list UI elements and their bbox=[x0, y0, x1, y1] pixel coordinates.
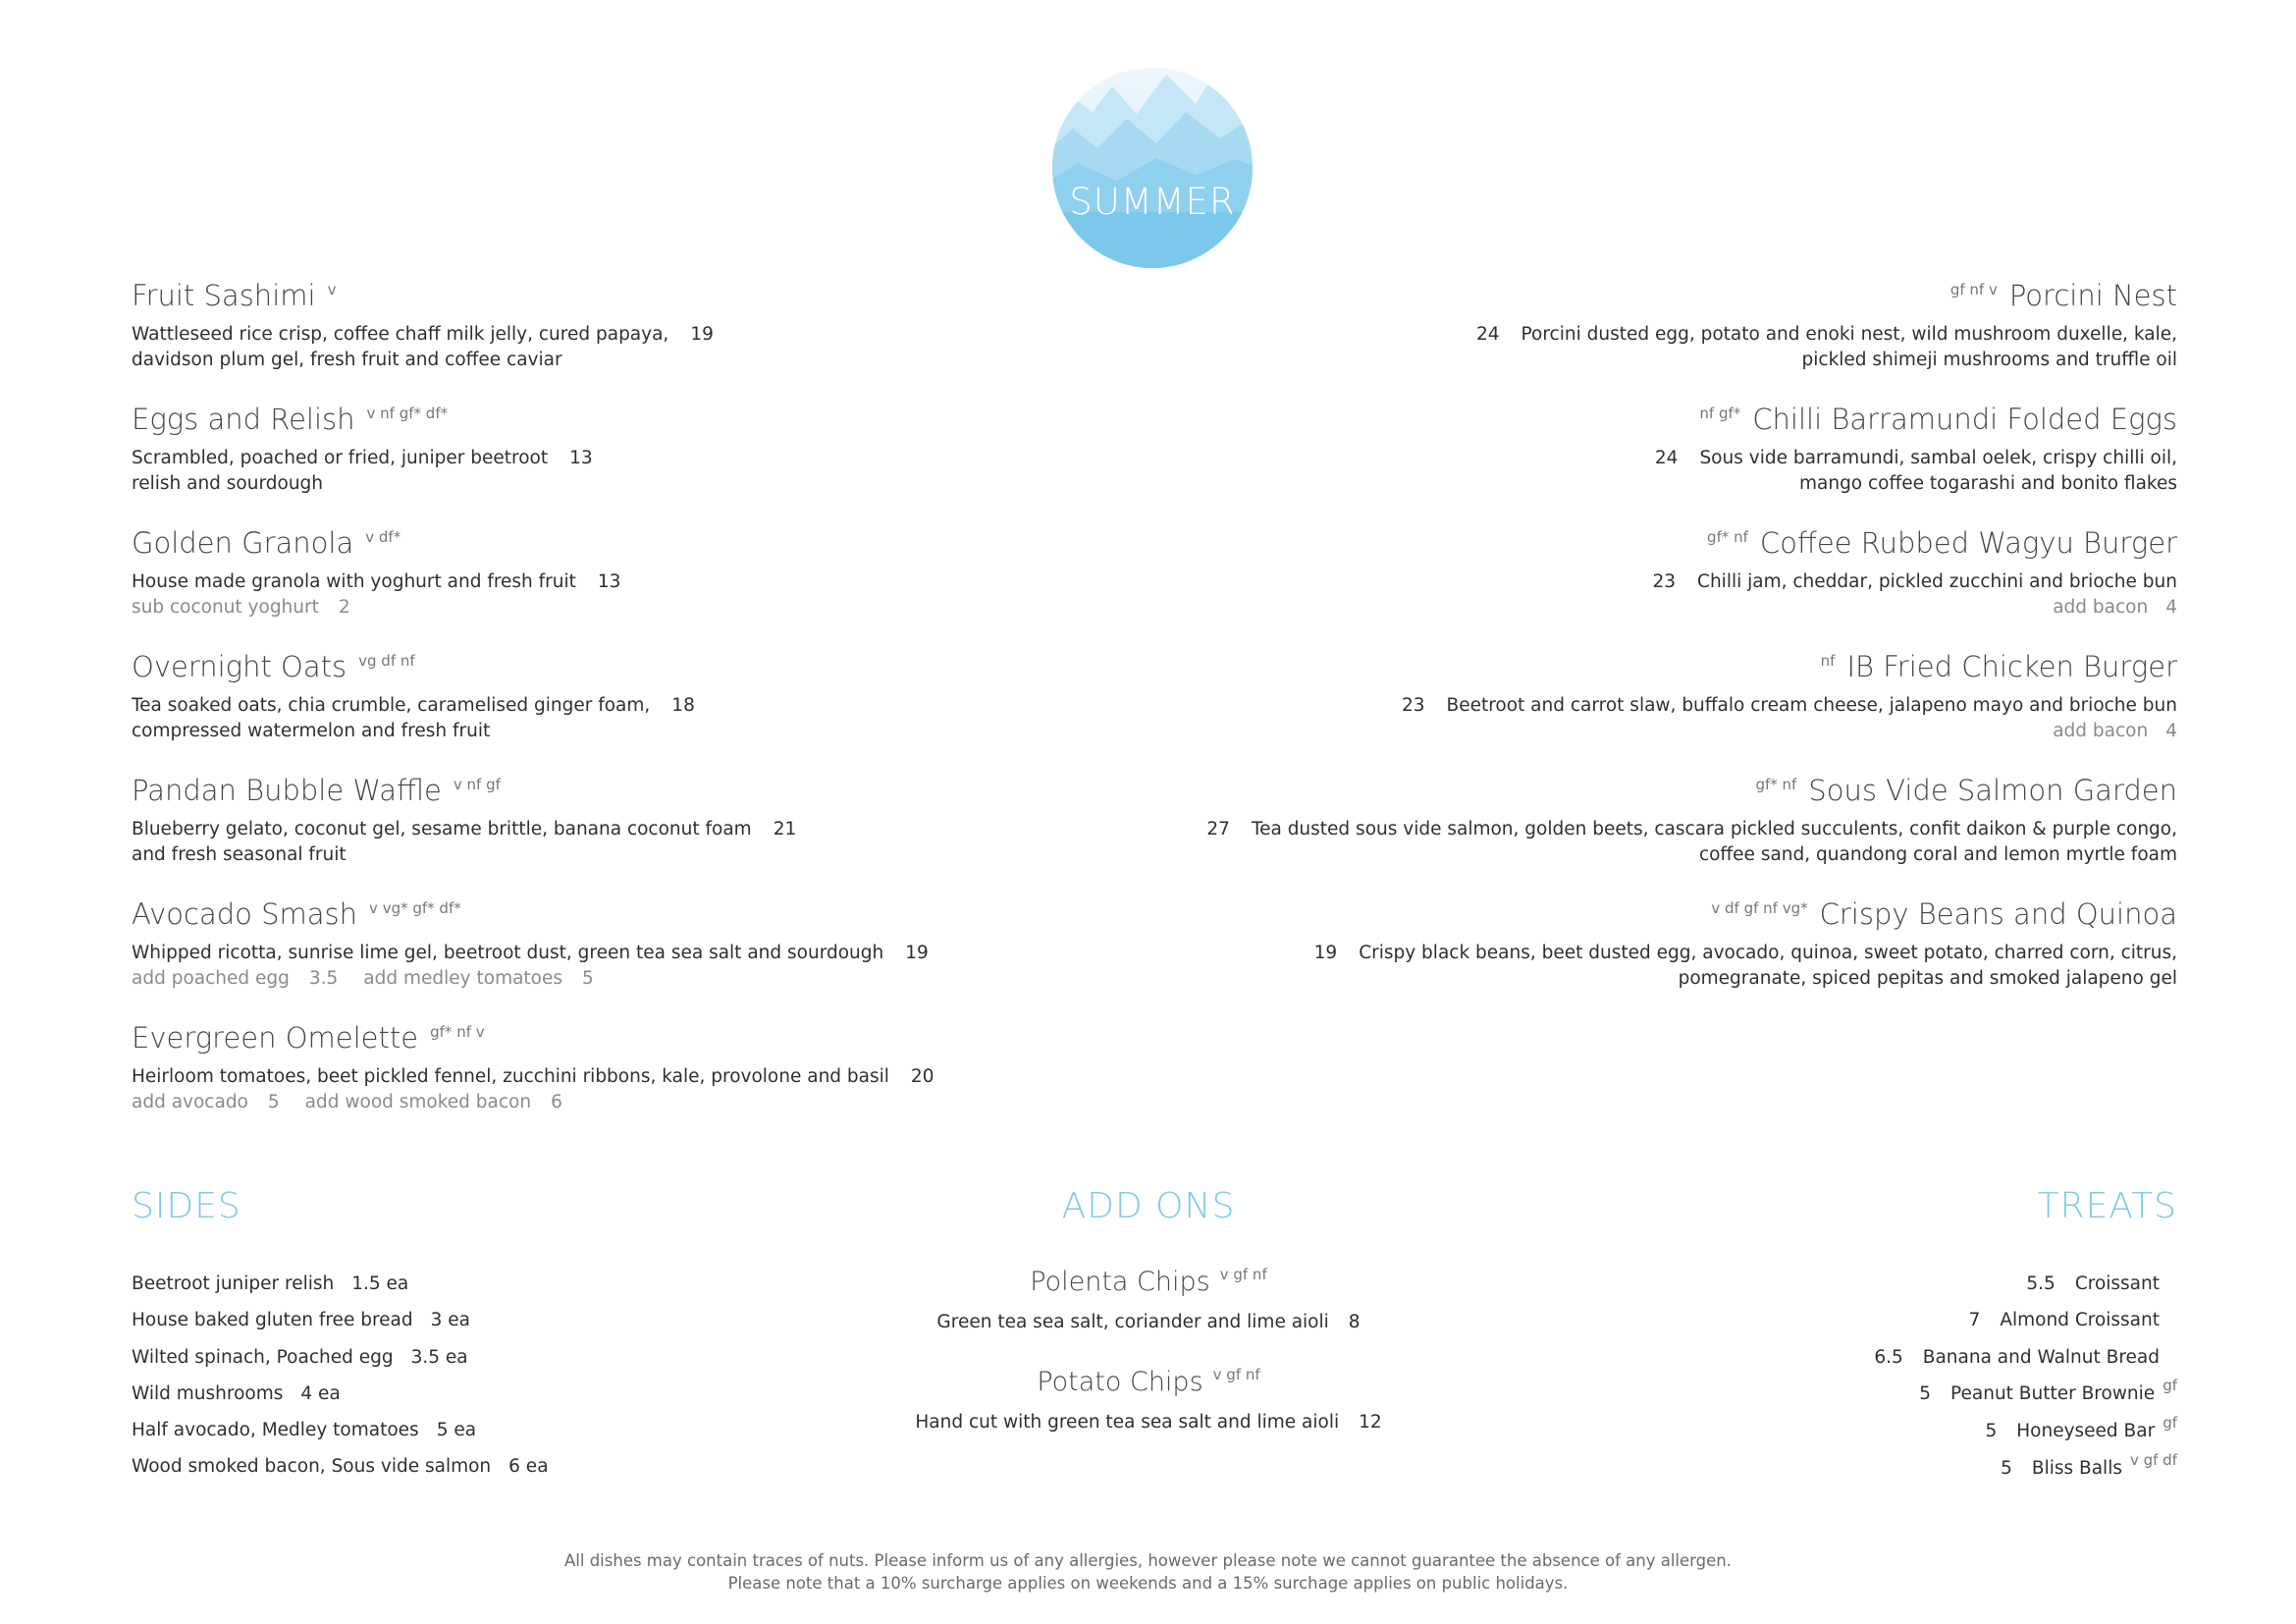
menu-item bbox=[132, 1021, 1015, 1145]
addon-description: Hand cut with green tea sea salt and lime aioli bbox=[915, 1412, 1340, 1433]
menu-item-description bbox=[132, 1064, 889, 1115]
menu-item bbox=[1148, 403, 2177, 526]
sides-heading: SIDES bbox=[132, 1186, 241, 1226]
extra-label: add wood smoked bacon bbox=[304, 1092, 532, 1112]
addon-item bbox=[854, 1367, 1443, 1467]
addon-name: Potato Chips bbox=[1037, 1367, 1203, 1397]
menu-item-body bbox=[132, 693, 1015, 744]
menu-item-header bbox=[132, 403, 1015, 438]
description-line-2: relish and sourdough bbox=[132, 473, 324, 494]
description-line-1: Tea dusted sous vide salmon, golden beets, cascara pickled succulents, confit daikon & purple congo, bbox=[1251, 819, 2177, 839]
addon-item bbox=[854, 1267, 1443, 1367]
extra-price: 6 bbox=[551, 1092, 562, 1112]
description-line-2: pickled shimeji mushrooms and truffle oil bbox=[1801, 350, 2177, 370]
extra-label: add poached egg bbox=[132, 968, 290, 989]
side-item-label: Wild mushrooms bbox=[132, 1382, 284, 1404]
extra-option bbox=[2053, 597, 2177, 618]
treat-price: 6.5 bbox=[1874, 1346, 1903, 1368]
description-line-2: pomegranate, spiced pepitas and smoked jalapeno gel bbox=[1678, 968, 2177, 989]
treat-dietary-tags: gf bbox=[2163, 1376, 2177, 1394]
side-item-price: 1.5 ea bbox=[351, 1273, 409, 1294]
side-item-label: Wilted spinach, Poached egg bbox=[132, 1346, 394, 1368]
treat-label: Bliss Balls bbox=[2031, 1458, 2122, 1480]
menu-item bbox=[132, 403, 1015, 526]
menu-item-description bbox=[132, 693, 650, 744]
treat-item bbox=[1874, 1266, 2177, 1302]
menu-column-right bbox=[1148, 279, 2177, 1021]
logo-text: SUMMER bbox=[1069, 181, 1236, 223]
menu-item-description bbox=[132, 941, 883, 992]
menu-item-header bbox=[1148, 403, 2177, 438]
treats-heading: TREATS bbox=[2037, 1186, 2177, 1226]
menu-item-header bbox=[1148, 774, 2177, 809]
menu-item-body bbox=[1148, 322, 2177, 373]
treat-label: Honeyseed Bar bbox=[2016, 1421, 2156, 1442]
menu-column-left bbox=[132, 279, 1015, 1145]
extra-price: 4 bbox=[2165, 597, 2177, 618]
addon-body bbox=[854, 1410, 1443, 1435]
menu-item-body bbox=[1148, 817, 2177, 868]
extra-label: add bacon bbox=[2053, 597, 2149, 618]
menu-item-dietary-tags: gf nf v bbox=[1949, 281, 1998, 298]
menu-item-header bbox=[132, 650, 1015, 685]
treat-item bbox=[1874, 1339, 2177, 1376]
menu-item-dietary-tags: gf* nf bbox=[1755, 776, 1797, 793]
menu-item-price: 19 bbox=[1313, 943, 1338, 963]
description-line-2: mango coffee togarashi and bonito flakes bbox=[1798, 473, 2177, 494]
addon-price: 8 bbox=[1348, 1312, 1361, 1332]
menu-item-name: Fruit Sashimi bbox=[132, 279, 316, 312]
extra-price: 4 bbox=[2165, 721, 2177, 741]
description-line-1: Whipped ricotta, sunrise lime gel, beetroot dust, green tea sea salt and sourdough bbox=[132, 943, 884, 963]
side-item-price: 4 ea bbox=[300, 1382, 341, 1404]
menu-item-header bbox=[1148, 650, 2177, 685]
treat-dietary-tags: gf bbox=[2163, 1414, 2177, 1433]
menu-item bbox=[1148, 774, 2177, 897]
addon-dietary-tags: v gf nf bbox=[1219, 1266, 1267, 1283]
menu-item-price: 24 bbox=[1476, 324, 1500, 345]
description-line-1: Tea soaked oats, chia crumble, caramelised ginger foam, bbox=[132, 695, 651, 716]
menu-item-extras bbox=[132, 966, 883, 992]
extra-option bbox=[132, 1092, 280, 1112]
menu-item-name: Porcini Nest bbox=[2008, 279, 2177, 312]
footer-line-1: All dishes may contain traces of nuts. Please inform us of any allergies, however please note we cannot guarantee the absence of any allergen. bbox=[564, 1551, 1732, 1570]
description-line-1: Crispy black beans, beet dusted egg, avocado, quinoa, sweet potato, charred corn, citrus, bbox=[1359, 943, 2177, 963]
menu-item-price: 21 bbox=[773, 819, 797, 839]
description-line-1: Chilli jam, cheddar, pickled zucchini and brioche bun bbox=[1697, 571, 2177, 592]
treat-price: 5 bbox=[1919, 1382, 1931, 1404]
side-item bbox=[132, 1376, 549, 1412]
menu-item-description bbox=[132, 817, 752, 868]
menu-item-body bbox=[1148, 693, 2177, 744]
menu-item-body bbox=[132, 569, 1015, 621]
extra-option bbox=[132, 968, 338, 989]
side-item-price: 6 ea bbox=[508, 1456, 549, 1478]
menu-item-name: Avocado Smash bbox=[132, 897, 358, 931]
side-item-label: Half avocado, Medley tomatoes bbox=[132, 1420, 419, 1441]
menu-item bbox=[132, 279, 1015, 403]
menu-item-name: Pandan Bubble Waffle bbox=[132, 774, 442, 807]
menu-item bbox=[132, 650, 1015, 774]
menu-item-dietary-tags: v vg* gf* df* bbox=[369, 899, 461, 917]
description-line-1: Heirloom tomatoes, beet pickled fennel, zucchini ribbons, kale, provolone and basil bbox=[132, 1066, 889, 1087]
menu-item-price: 18 bbox=[671, 695, 695, 716]
treat-item bbox=[1874, 1302, 2177, 1338]
menu-item-name: Eggs and Relish bbox=[132, 403, 355, 436]
description-line-2: and fresh seasonal fruit bbox=[132, 844, 347, 865]
menu-item-header bbox=[132, 897, 1015, 933]
menu-item-price: 19 bbox=[690, 324, 714, 345]
side-item-label: Beetroot juniper relish bbox=[132, 1273, 335, 1294]
menu-item-price: 24 bbox=[1654, 448, 1679, 468]
side-item bbox=[132, 1266, 549, 1302]
description-line-1: House made granola with yoghurt and fresh fruit bbox=[132, 571, 576, 592]
addons-heading: ADD ONS bbox=[1061, 1186, 1236, 1226]
menu-item-price: 13 bbox=[597, 571, 621, 592]
addon-name: Polenta Chips bbox=[1030, 1267, 1210, 1297]
description-line-1: Wattleseed rice crisp, coffee chaff milk jelly, cured papaya, bbox=[132, 324, 669, 345]
menu-item-header bbox=[132, 774, 1015, 809]
addon-dietary-tags: v gf nf bbox=[1212, 1366, 1260, 1383]
menu-item-description bbox=[132, 446, 548, 497]
description-line-2: davidson plum gel, fresh fruit and coffee caviar bbox=[132, 350, 562, 370]
menu-item-header bbox=[1148, 279, 2177, 314]
sides-list bbox=[132, 1266, 549, 1486]
extra-price: 5 bbox=[267, 1092, 280, 1112]
menu-item-body bbox=[132, 446, 1015, 497]
menu-item-price: 23 bbox=[1652, 571, 1677, 592]
extra-label: add bacon bbox=[2053, 721, 2149, 741]
addons-list bbox=[854, 1267, 1443, 1467]
menu-item-description bbox=[1447, 693, 2178, 744]
addon-header bbox=[854, 1267, 1443, 1300]
addon-header bbox=[854, 1367, 1443, 1400]
treat-label: Banana and Walnut Bread bbox=[1922, 1346, 2160, 1368]
treat-price: 7 bbox=[1968, 1310, 1981, 1331]
treats-list bbox=[1874, 1266, 2177, 1489]
treat-item bbox=[1874, 1450, 2177, 1488]
menu-item-price: 20 bbox=[910, 1066, 934, 1087]
menu-item-name: Crispy Beans and Quinoa bbox=[1819, 897, 2177, 931]
side-item bbox=[132, 1412, 549, 1448]
extra-option bbox=[2053, 721, 2177, 741]
menu-item-description bbox=[1697, 569, 2177, 621]
menu-item-dietary-tags: v df* bbox=[365, 528, 401, 546]
menu-item-body bbox=[132, 322, 1015, 373]
menu-item-name: Overnight Oats bbox=[132, 650, 347, 683]
extra-option bbox=[305, 1092, 562, 1112]
menu-item bbox=[1148, 279, 2177, 403]
menu-item-name: IB Fried Chicken Burger bbox=[1846, 650, 2177, 683]
description-line-1: Beetroot and carrot slaw, buffalo cream cheese, jalapeno mayo and brioche bun bbox=[1446, 695, 2177, 716]
description-line-2: compressed watermelon and fresh fruit bbox=[132, 721, 491, 741]
menu-item bbox=[132, 897, 1015, 1021]
menu-item-extras bbox=[1697, 595, 2177, 621]
menu-item-header bbox=[132, 1021, 1015, 1056]
extra-label: add medley tomatoes bbox=[363, 968, 563, 989]
treat-label: Peanut Butter Brownie bbox=[1950, 1382, 2156, 1404]
treat-label: Almond Croissant bbox=[2000, 1310, 2160, 1331]
menu-item-dietary-tags: v nf gf bbox=[453, 776, 501, 793]
description-line-1: Scrambled, poached or fried, juniper beetroot bbox=[132, 448, 549, 468]
addon-body bbox=[854, 1310, 1443, 1335]
menu-item-dietary-tags: v df gf nf vg* bbox=[1711, 899, 1808, 917]
side-item bbox=[132, 1339, 549, 1376]
extra-label: add avocado bbox=[132, 1092, 248, 1112]
menu-item-name: Sous Vide Salmon Garden bbox=[1808, 774, 2177, 807]
menu-item-dietary-tags: vg df nf bbox=[358, 652, 415, 670]
menu-item-header bbox=[132, 279, 1015, 314]
menu-item-description bbox=[1252, 817, 2177, 868]
menu-item-description bbox=[132, 322, 668, 373]
menu-item-body bbox=[1148, 941, 2177, 992]
menu-item-header bbox=[132, 526, 1015, 562]
menu-item-extras bbox=[1447, 719, 2178, 744]
description-line-1: Blueberry gelato, coconut gel, sesame brittle, banana coconut foam bbox=[132, 819, 752, 839]
extra-option bbox=[363, 968, 594, 989]
menu-item-dietary-tags: v nf gf* df* bbox=[366, 405, 449, 422]
menu-item bbox=[1148, 526, 2177, 650]
side-item bbox=[132, 1302, 549, 1338]
menu-item bbox=[1148, 897, 2177, 1021]
menu-item-dietary-tags: v bbox=[327, 281, 337, 298]
menu-item-description bbox=[1699, 446, 2177, 497]
treat-price: 5 bbox=[1985, 1421, 1998, 1442]
menu-item-name: Golden Granola bbox=[132, 526, 354, 560]
treat-price: 5 bbox=[2001, 1458, 2012, 1480]
extra-price: 3.5 bbox=[308, 968, 339, 989]
menu-item-name: Evergreen Omelette bbox=[132, 1021, 419, 1055]
side-item-label: House baked gluten free bread bbox=[132, 1310, 413, 1331]
menu-item bbox=[132, 526, 1015, 650]
mountain-circle-icon bbox=[1039, 65, 1266, 271]
menu-item-extras bbox=[132, 595, 576, 621]
menu-item bbox=[132, 774, 1015, 897]
menu-item bbox=[1148, 650, 2177, 774]
menu-item-name: Chilli Barramundi Folded Eggs bbox=[1752, 403, 2177, 436]
addon-description: Green tea sea salt, coriander and lime aioli bbox=[936, 1312, 1329, 1332]
treat-item bbox=[1874, 1376, 2177, 1413]
menu-item-body bbox=[132, 941, 1015, 992]
side-item-label: Wood smoked bacon, Sous vide salmon bbox=[132, 1456, 492, 1478]
summer-logo bbox=[1039, 65, 1266, 271]
side-item-price: 3.5 ea bbox=[410, 1346, 468, 1368]
menu-item-body bbox=[132, 1064, 1015, 1115]
menu-item-dietary-tags: nf gf* bbox=[1699, 405, 1741, 422]
menu-item-body bbox=[1148, 446, 2177, 497]
description-line-2: coffee sand, quandong coral and lemon myrtle foam bbox=[1698, 844, 2177, 865]
menu-item-description bbox=[1359, 941, 2177, 992]
extra-label: sub coconut yoghurt bbox=[132, 597, 319, 618]
extra-price: 5 bbox=[582, 968, 594, 989]
menu-item-description bbox=[132, 569, 576, 621]
menu-item-dietary-tags: gf* nf bbox=[1707, 528, 1748, 546]
menu-item-body bbox=[1148, 569, 2177, 621]
side-item bbox=[132, 1448, 549, 1485]
extra-price: 2 bbox=[338, 597, 350, 618]
menu-item-dietary-tags: gf* nf v bbox=[430, 1023, 485, 1041]
treat-price: 5.5 bbox=[2026, 1273, 2056, 1294]
side-item-price: 5 ea bbox=[436, 1420, 477, 1441]
menu-item-price: 23 bbox=[1401, 695, 1425, 716]
addon-price: 12 bbox=[1359, 1412, 1382, 1433]
menu-item-body bbox=[132, 817, 1015, 868]
menu-item-header bbox=[1148, 526, 2177, 562]
description-line-1: Sous vide barramundi, sambal oelek, crispy chilli oil, bbox=[1699, 448, 2177, 468]
menu-item-name: Coffee Rubbed Wagyu Burger bbox=[1759, 526, 2177, 560]
treat-dietary-tags: v gf df bbox=[2129, 1451, 2177, 1470]
extra-option bbox=[132, 597, 350, 618]
menu-item-description bbox=[1522, 322, 2177, 373]
description-line-1: Porcini dusted egg, potato and enoki nest, wild mushroom duxelle, kale, bbox=[1521, 324, 2177, 345]
footer-line-2: Please note that a 10% surcharge applies on weekends and a 15% surchage applies on public holidays. bbox=[727, 1574, 1569, 1593]
treat-label: Croissant bbox=[2074, 1273, 2160, 1294]
menu-item-price: 13 bbox=[569, 448, 593, 468]
menu-item-dietary-tags: nf bbox=[1820, 652, 1836, 670]
menu-item-price: 27 bbox=[1206, 819, 1230, 839]
side-item-price: 3 ea bbox=[430, 1310, 470, 1331]
footer-notice bbox=[0, 1549, 2296, 1595]
menu-item-header bbox=[1148, 897, 2177, 933]
menu-item-price: 19 bbox=[905, 943, 929, 963]
menu-item-extras bbox=[132, 1090, 889, 1115]
